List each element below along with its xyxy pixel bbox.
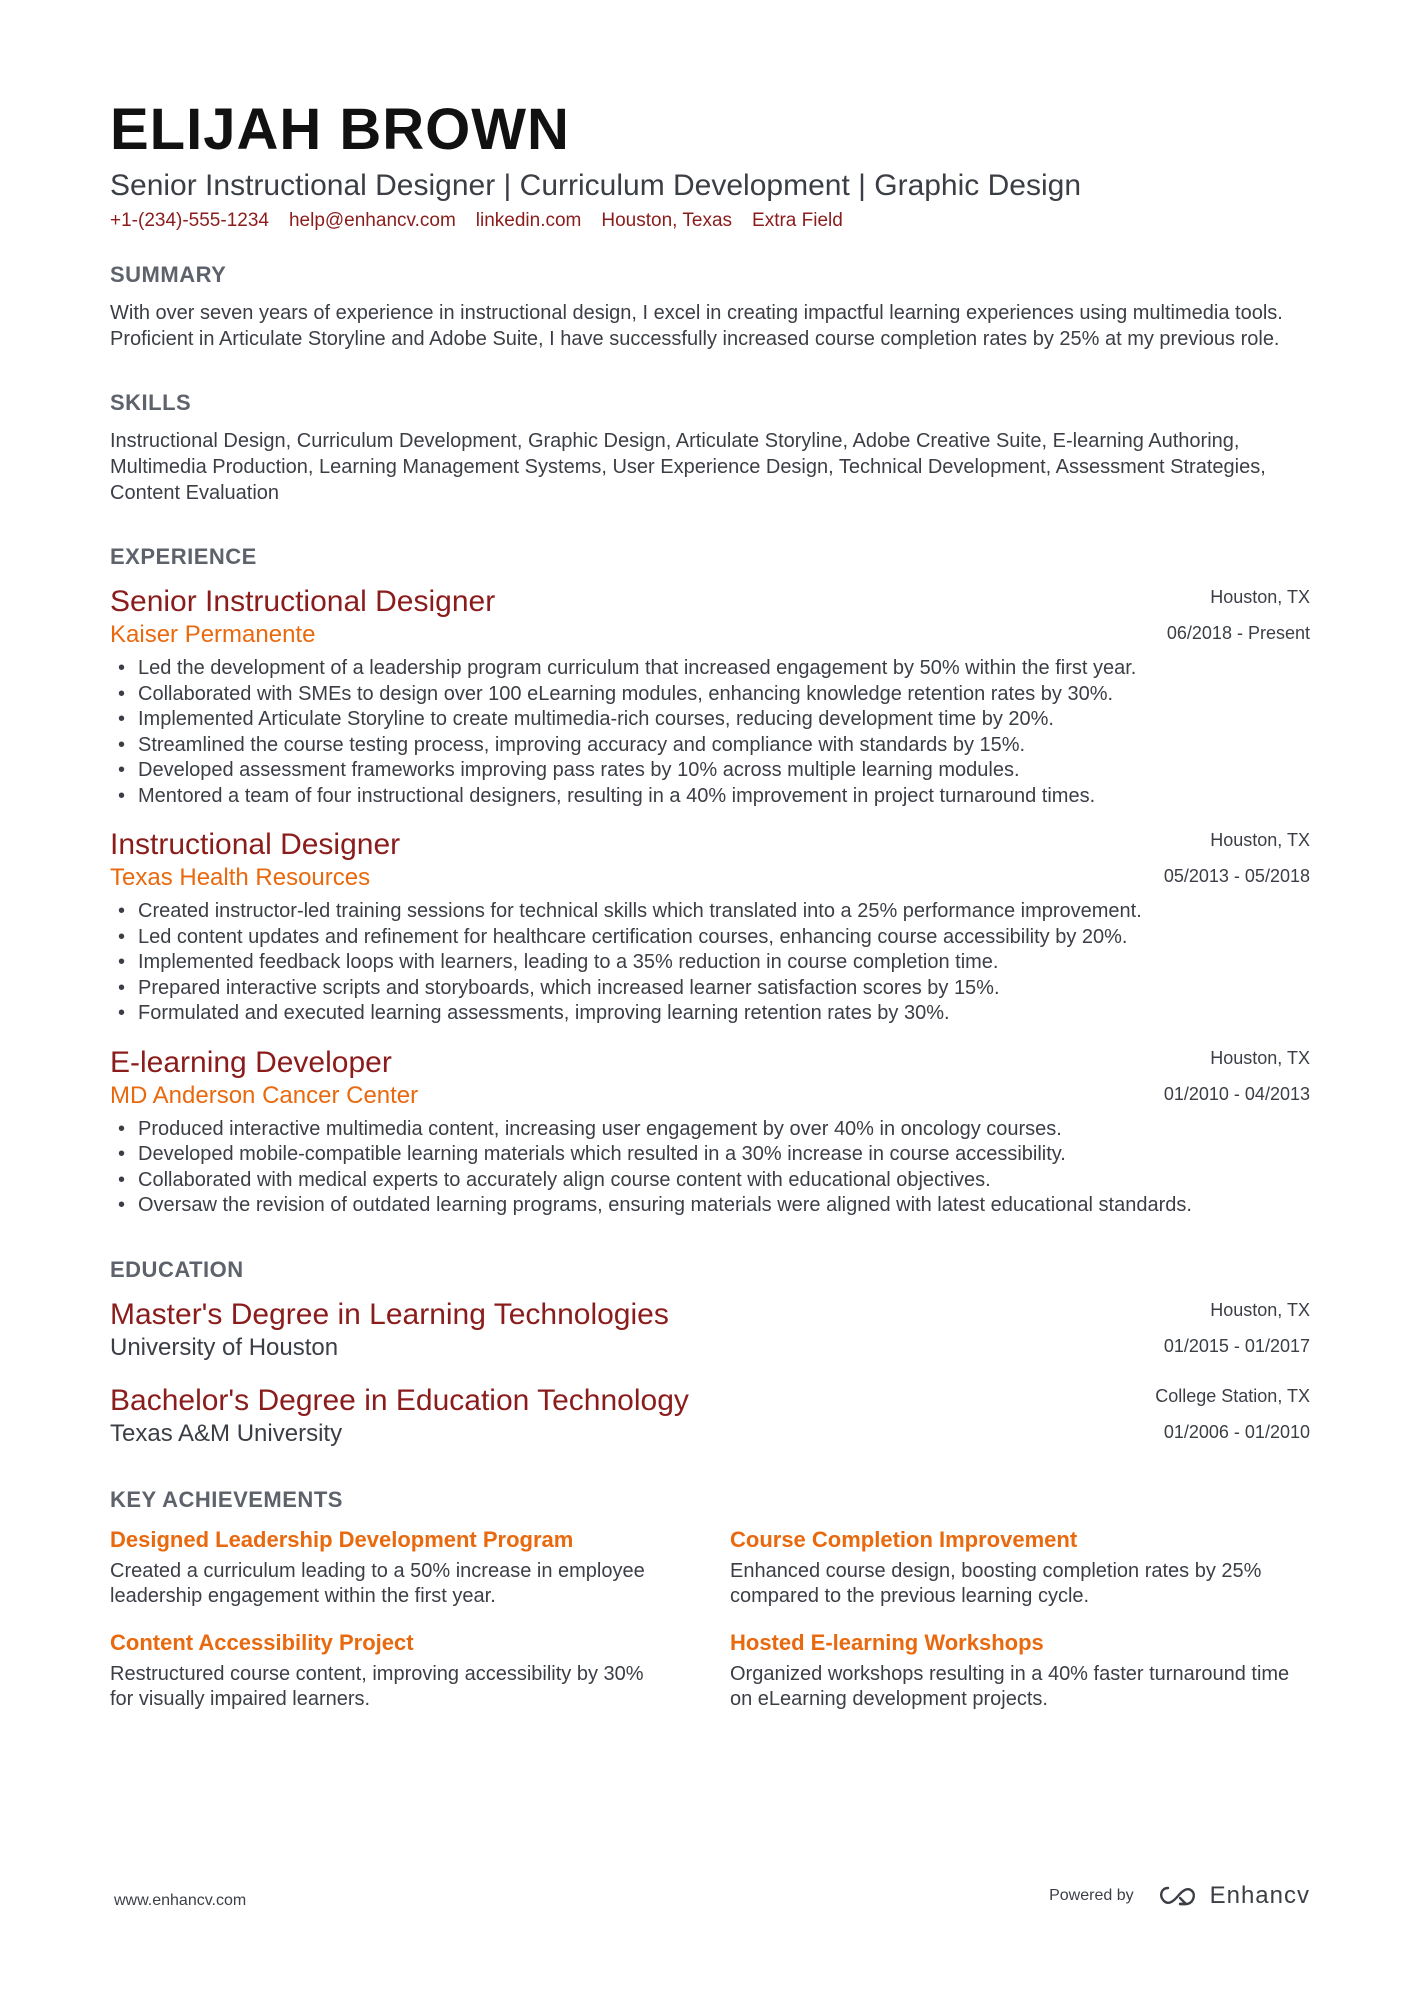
job-bullet: • Formulated and executed learning assessments, improving learning retention rates by 30%.: [110, 1001, 1310, 1027]
footer-branding: [1049, 1882, 1310, 1910]
job-bullet: • Prepared interactive scripts and storyboards, which increased learner satisfaction scores by 15%.: [110, 976, 1310, 1002]
contact-location: Houston, Texas: [601, 210, 733, 231]
job-location: Houston, TX: [1210, 1047, 1310, 1068]
enhancv-logo-icon: [1156, 1884, 1200, 1908]
education-location: Houston, TX: [1210, 1299, 1310, 1320]
job-meta: [1164, 1047, 1310, 1105]
achievement-title: Designed Leadership Development Program: [110, 1526, 574, 1552]
achievement-desc: Organized workshops resulting in a 40% faster turnaround time on eLearning development projects.: [730, 1662, 1290, 1710]
degree-title: Master's Degree in Learning Technologies: [110, 1297, 669, 1331]
experience-section: [110, 542, 1310, 1219]
job-title: Instructional Designer: [110, 828, 401, 861]
job-bullet: • Streamlined the course testing process, improving accuracy and compliance with standards by 15%.: [110, 733, 1310, 759]
achievement-desc: Enhanced course design, boosting completion rates by 25% compared to the previous learning cycle.: [730, 1559, 1262, 1607]
job-location: Houston, TX: [1210, 587, 1310, 607]
job-company: MD Anderson Cancer Center: [110, 1081, 419, 1109]
education-section: [110, 1255, 1310, 1449]
achievement-item: [110, 1525, 730, 1610]
job-bullet: • Led the development of a leadership program curriculum that increased engagement by 50% within the first year.: [110, 656, 1310, 682]
job-bullet: • Oversaw the revision of outdated learning programs, ensuring materials were aligned with latest educational standards.: [110, 1193, 1310, 1219]
achievement-desc: Restructured course content, improving accessibility by 30% for visually impaired learners.: [110, 1662, 644, 1710]
achievement-item: [730, 1628, 1310, 1713]
job-dates: 01/2010 - 04/2013: [1163, 1083, 1310, 1104]
achievement-title: Course Completion Improvement: [730, 1526, 1078, 1552]
job-bullet: • Mentored a team of four instructional designers, resulting in a 40% improvement in project turnaround times.: [110, 784, 1310, 810]
contact-email[interactable]: help@enhancv.com: [288, 210, 456, 231]
job-dates: 06/2018 - Present: [1166, 623, 1310, 643]
education-location: College Station, TX: [1155, 1385, 1310, 1406]
summary-title: SUMMARY: [110, 262, 227, 287]
contact-phone[interactable]: +1-(234)-555-1234: [110, 210, 269, 231]
achievement-title: Hosted E-learning Workshops: [730, 1629, 1044, 1655]
education-entry: [110, 1383, 1310, 1449]
school-name: Texas A&M University: [110, 1419, 343, 1447]
job-bullet: • Created instructor-led training sessions for technical skills which translated into a 25% performance improvement.: [110, 899, 1310, 925]
job-entry: [110, 584, 1310, 809]
powered-by-label: Powered by: [1049, 1887, 1134, 1904]
experience-title: EXPERIENCE: [110, 544, 257, 569]
achievement-desc: Created a curriculum leading to a 50% increase in employee leadership engagement within the first year.: [110, 1559, 645, 1607]
job-company: Texas Health Resources: [110, 864, 371, 891]
job-bullets: [110, 1117, 1310, 1219]
job-bullet: • Developed mobile-compatible learning materials which resulted in a 30% increase in course accessibility.: [110, 1142, 1310, 1168]
job-bullet: • Led content updates and refinement for healthcare certification courses, enhancing course accessibility by 20%.: [110, 925, 1310, 951]
education-meta: [1155, 1385, 1310, 1443]
achievements-section: [110, 1485, 1310, 1713]
job-bullet: • Collaborated with medical experts to accurately align course content with educational objectives.: [110, 1168, 1310, 1194]
job-meta: [1164, 829, 1310, 887]
job-title: Senior Instructional Designer: [110, 585, 496, 618]
summary-text: With over seven years of experience in instructional design, I excel in creating impactful learning experiences using multimedia tools. Proficient in Articulate Storyline and Adobe Suite, I have successfully increased course completion rates by 25% at my previous role.: [110, 302, 1283, 350]
job-title: E-learning Developer: [110, 1045, 392, 1079]
job-bullet: • Implemented Articulate Storyline to create multimedia-rich courses, reducing development time by 20%.: [110, 707, 1310, 733]
resume-header: [110, 98, 1310, 234]
candidate-name: ELIJAH BROWN: [110, 97, 570, 162]
candidate-headline: Senior Instructional Designer | Curriculum Development | Graphic Design: [110, 169, 1082, 202]
footer-website[interactable]: www.enhancv.com: [114, 1892, 247, 1909]
job-entry: [110, 827, 1310, 1027]
resume-page: [110, 98, 1310, 1713]
job-bullet: • Implemented feedback loops with learners, leading to a 35% reduction in course completion time.: [110, 950, 1310, 976]
achievements-title: KEY ACHIEVEMENTS: [110, 1486, 343, 1512]
achievement-item: [730, 1525, 1310, 1610]
job-entry: [110, 1045, 1310, 1219]
job-bullet: • Collaborated with SMEs to design over 100 eLearning modules, enhancing knowledge retention rates by 30%.: [110, 682, 1310, 708]
job-company: Kaiser Permanente: [110, 621, 316, 648]
enhancv-logo[interactable]: [1156, 1882, 1310, 1910]
contact-linkedin[interactable]: linkedin.com: [475, 210, 582, 231]
job-location: Houston, TX: [1210, 830, 1310, 850]
contact-list: [110, 208, 1310, 234]
summary-section: [110, 260, 1310, 352]
education-title: EDUCATION: [110, 1256, 244, 1282]
contact-extra-field: Extra Field: [752, 210, 843, 231]
job-bullet: • Produced interactive multimedia content, increasing user engagement by over 40% in oncology courses.: [110, 1117, 1310, 1143]
job-meta: [1167, 586, 1310, 644]
degree-title: Bachelor's Degree in Education Technology: [110, 1383, 689, 1417]
achievement-title: Content Accessibility Project: [110, 1629, 414, 1655]
job-dates: 05/2013 - 05/2018: [1163, 866, 1310, 886]
job-bullets: [110, 899, 1310, 1027]
job-bullet: • Developed assessment frameworks improving pass rates by 10% across multiple learning modules.: [110, 758, 1310, 784]
skills-section: [110, 388, 1310, 506]
education-dates: 01/2015 - 01/2017: [1163, 1335, 1310, 1356]
job-bullets: [110, 656, 1310, 809]
brand-name: Enhancv: [1209, 1882, 1310, 1909]
achievement-item: [110, 1628, 730, 1713]
skills-text: Instructional Design, Curriculum Development, Graphic Design, Articulate Storyline, Adobe Creative Suite, E-learning Authoring, Multimedia Production, Learning Management Systems, User Experience Design, Technical Development, Assessment Strategies, Content Evaluation: [110, 430, 1266, 504]
skills-title: SKILLS: [110, 390, 192, 415]
achievements-grid: [110, 1525, 1310, 1713]
education-entry: [110, 1297, 1310, 1363]
school-name: University of Houston: [110, 1333, 339, 1361]
education-dates: 01/2006 - 01/2010: [1163, 1421, 1310, 1442]
education-meta: [1164, 1299, 1310, 1357]
